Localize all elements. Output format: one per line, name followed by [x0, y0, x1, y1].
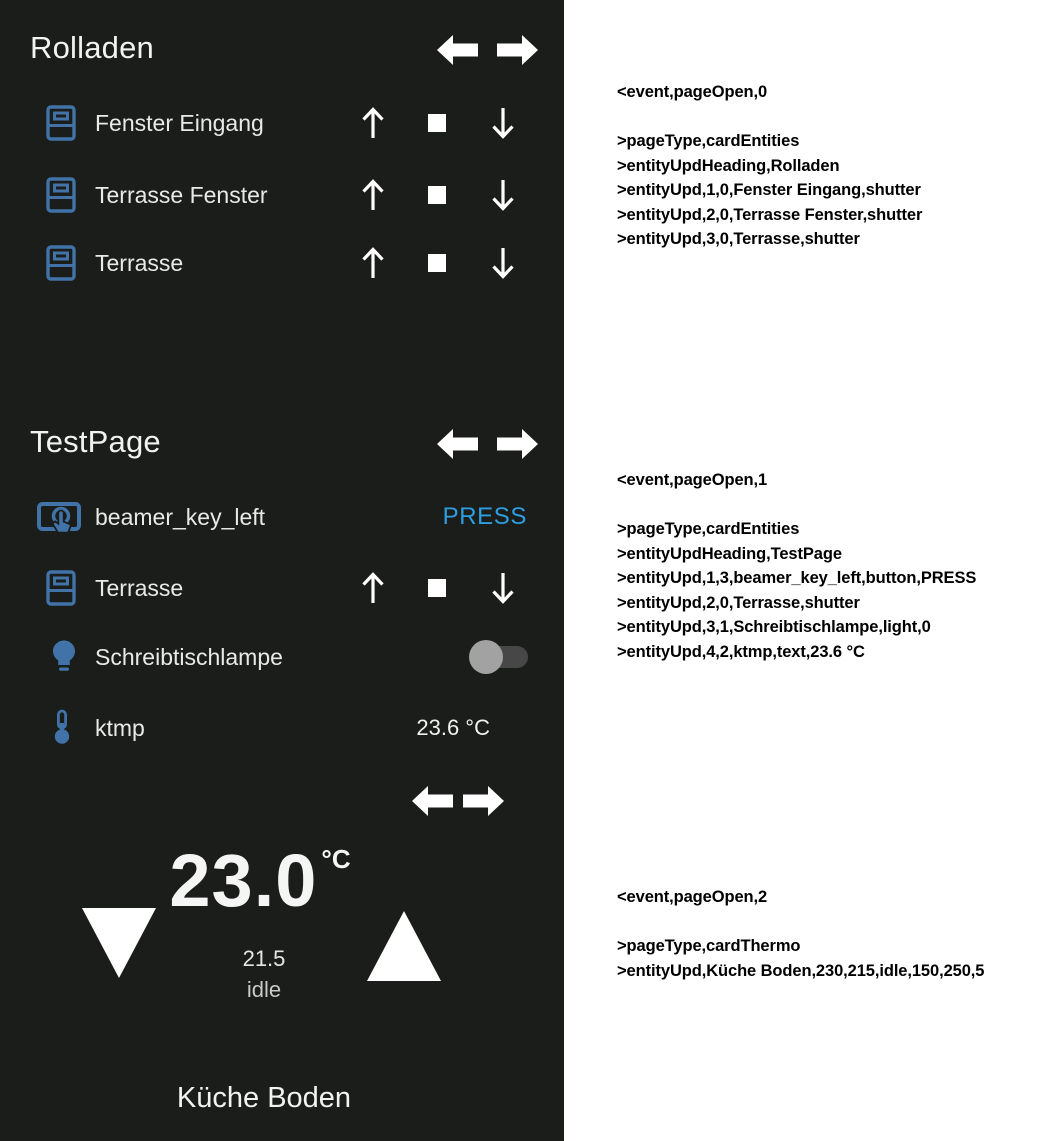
shutter-stop-button[interactable] [428, 579, 446, 597]
shutter-stop-button[interactable] [428, 186, 446, 204]
nav-next-arrow-icon[interactable] [497, 33, 538, 67]
serial-log-line: >entityUpd,1,3,beamer_key_left,button,PRESS [617, 569, 977, 587]
serial-log-line: >entityUpd,3,1,Schreibtischlampe,light,0 [617, 618, 931, 636]
entity-label: Terrasse [95, 250, 184, 276]
serial-log-line: >pageType,cardEntities [617, 520, 800, 538]
serial-log-block-1 [617, 80, 922, 252]
lightbulb-icon [48, 638, 80, 674]
shutter-up-button[interactable] [359, 570, 387, 606]
shutter-down-button[interactable] [489, 105, 517, 141]
window-shutter-icon [46, 245, 76, 281]
entity-label: Fenster Eingang [95, 110, 264, 136]
current-temperature [0, 838, 520, 923]
nav-next-arrow-icon[interactable] [463, 784, 504, 818]
log-blank-line [617, 493, 976, 518]
page-title: Rolladen [30, 30, 154, 65]
serial-log-line: >pageType,cardThermo [617, 937, 801, 955]
serial-log-line: >pageType,cardEntities [617, 132, 800, 150]
thermometer-icon [52, 709, 72, 745]
serial-log-block-3 [617, 885, 984, 983]
entity-row [0, 100, 564, 146]
serial-log-line: >entityUpd,4,2,ktmp,text,23.6 °C [617, 642, 865, 661]
target-temperature: 21.5 [242, 946, 286, 971]
serial-log-line: >entityUpdHeading,TestPage [617, 544, 842, 563]
temperature-unit: °C [321, 844, 351, 874]
serial-log-line: <event,pageOpen,0 [617, 83, 768, 101]
gesture-tap-button-icon [36, 497, 82, 539]
serial-log-line: >entityUpd,3,0,Terrasse,shutter [617, 230, 860, 248]
window-shutter-icon [46, 105, 76, 141]
nav-prev-arrow-icon[interactable] [412, 784, 453, 818]
shutter-up-button[interactable] [359, 177, 387, 213]
shutter-stop-button[interactable] [428, 114, 446, 132]
serial-log-line: >entityUpd,2,0,Terrasse,shutter [617, 593, 860, 612]
serial-log-line: >entityUpd,1,0,Fenster Eingang,shutter [617, 181, 921, 199]
window-shutter-icon [46, 177, 76, 213]
log-blank-line [617, 910, 984, 935]
serial-log-line: >entityUpdHeading,Rolladen [617, 156, 840, 175]
shutter-up-button[interactable] [359, 245, 387, 281]
log-blank-line [617, 105, 922, 130]
toggle-knob [469, 640, 503, 674]
entity-label: Schreibtischlampe [95, 644, 283, 670]
serial-log-line: >entityUpd,2,0,Terrasse Fenster,shutter [617, 205, 923, 224]
current-temperature-value: 23.0 [169, 839, 318, 922]
window-shutter-icon [46, 570, 76, 606]
nav-next-arrow-icon[interactable] [497, 427, 538, 461]
shutter-down-button[interactable] [489, 245, 517, 281]
entity-row [0, 634, 564, 680]
serial-log-line: <event,pageOpen,2 [617, 888, 768, 906]
entity-label: Terrasse [95, 575, 184, 601]
sensor-value: 23.6 °C [416, 715, 490, 740]
nav-prev-arrow-icon[interactable] [437, 427, 478, 461]
entity-label: Terrasse Fenster [95, 182, 268, 208]
entity-label: beamer_key_left [95, 504, 266, 530]
shutter-up-button[interactable] [359, 105, 387, 141]
nav-prev-arrow-icon[interactable] [437, 33, 478, 67]
entity-row [0, 172, 564, 218]
shutter-down-button[interactable] [489, 570, 517, 606]
shutter-down-button[interactable] [489, 177, 517, 213]
entity-row [0, 240, 564, 286]
entity-row [0, 565, 564, 611]
entity-row [0, 705, 564, 751]
entity-row [0, 494, 564, 540]
shutter-stop-button[interactable] [428, 254, 446, 272]
thermostat-state: idle [246, 977, 282, 1002]
serial-log-block-2 [617, 468, 976, 664]
entity-label: ktmp [95, 715, 145, 741]
serial-log-line: >entityUpd,Küche Boden,230,215,idle,150,250,5 [617, 961, 985, 980]
light-toggle-switch[interactable] [469, 640, 529, 674]
thermostat-name: Küche Boden [176, 1082, 352, 1114]
page-title: TestPage [30, 424, 161, 459]
press-button[interactable]: PRESS [442, 503, 527, 530]
serial-log-line: <event,pageOpen,1 [617, 471, 768, 489]
